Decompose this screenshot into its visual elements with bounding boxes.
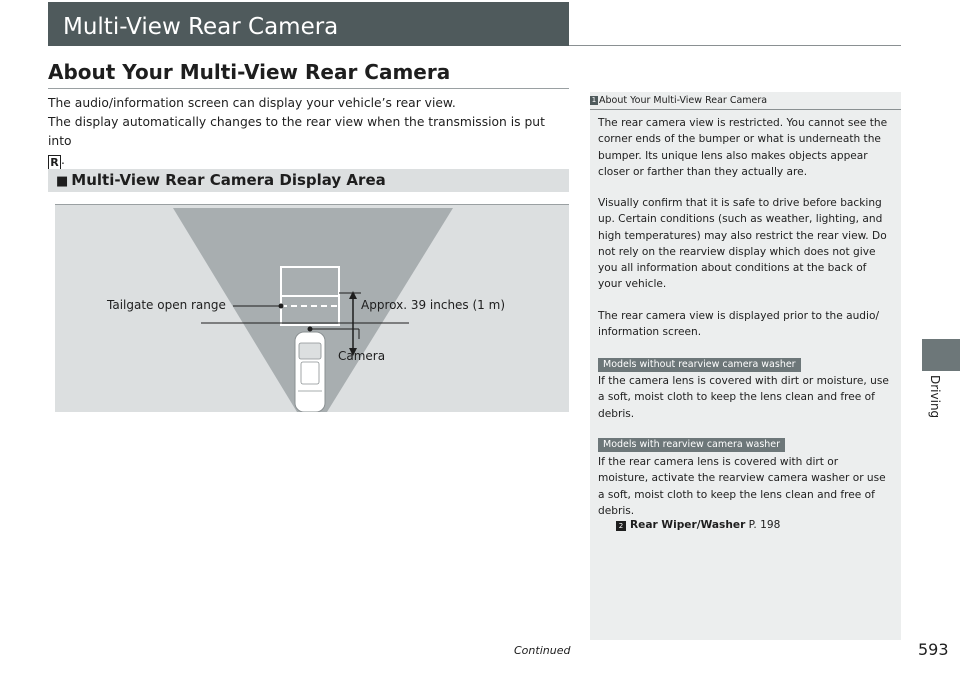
xref-page: P. 198 — [745, 519, 781, 531]
camera-display-area-figure — [55, 204, 569, 412]
sidebar-note-icon: 1 — [591, 96, 597, 104]
chapter-tab-label — [928, 375, 954, 455]
chapter-title: Multi-View Rear Camera — [63, 14, 339, 40]
intro-line-3 — [48, 151, 560, 171]
sidebar-paragraph-1: The rear camera view is restricted. You cannot see the corner ends of the bumper or what is underneath the bumper. Its unique lens also makes objects appear closer or farther than they actually are. — [598, 117, 888, 178]
tailgate-marker — [279, 304, 284, 309]
model-badge-without-washer: Models without rearview camera washer — [598, 358, 801, 372]
sidebar-paragraph-5: If the rear camera lens is covered with dirt or moisture, activate the rearview camera washer or use a soft, moist cloth to keep the lens clean and free of debris. — [598, 456, 886, 517]
continued-note: Continued — [514, 644, 571, 657]
subsection-title: Multi-View Rear Camera Display Area — [71, 171, 386, 189]
chapter-tab-marker — [922, 339, 960, 371]
model-badge-with-washer: Models with rearview camera washer — [598, 438, 785, 452]
intro-line-2: The display automatically changes to the rear view when the transmission is put into — [48, 115, 545, 148]
sidebar-paragraph-4: If the camera lens is covered with dirt or moisture, use a soft, moist cloth to keep the lens clean and free of debris. — [598, 375, 889, 420]
page-number: 593 — [918, 640, 949, 659]
rear-wiper-xref-link[interactable] — [616, 519, 780, 531]
camera-label: Camera — [338, 349, 386, 363]
intro-paragraph — [48, 94, 560, 171]
section-title: About Your Multi-View Rear Camera — [48, 60, 451, 84]
sidebar-paragraph-2: Visually confirm that it is safe to drive before backing up. Certain conditions (such as weather, lighting, and high temperatures) may also restrict the rear view. Do not rely on the rearview display which does not give you all information about conditions at the back of your vehicle. — [598, 197, 887, 291]
vehicle-topview-icon — [295, 332, 325, 412]
square-bullet-icon: ■ — [56, 174, 69, 189]
intro-end: . — [61, 153, 65, 167]
chapter-tab-text: Driving — [928, 375, 942, 419]
gear-r-key: R — [48, 155, 61, 171]
sidebar-heading: About Your Multi-View Rear Camera — [599, 95, 768, 106]
approx-distance-label: Approx. 39 inches (1 m) — [361, 298, 505, 312]
camera-marker — [308, 327, 313, 332]
tailgate-open-range-label: Tailgate open range — [107, 298, 226, 312]
intro-line-1: The audio/information screen can display your vehicle’s rear view. — [48, 96, 456, 110]
section-rule — [48, 88, 569, 89]
sidebar-paragraph-3: The rear camera view is displayed prior to the audio/ information screen. — [598, 310, 880, 339]
subsection-heading — [56, 171, 386, 189]
xref-arrow-icon: 2 — [616, 521, 626, 531]
header-rule — [569, 45, 901, 46]
xref-title: Rear Wiper/Washer — [630, 519, 746, 531]
